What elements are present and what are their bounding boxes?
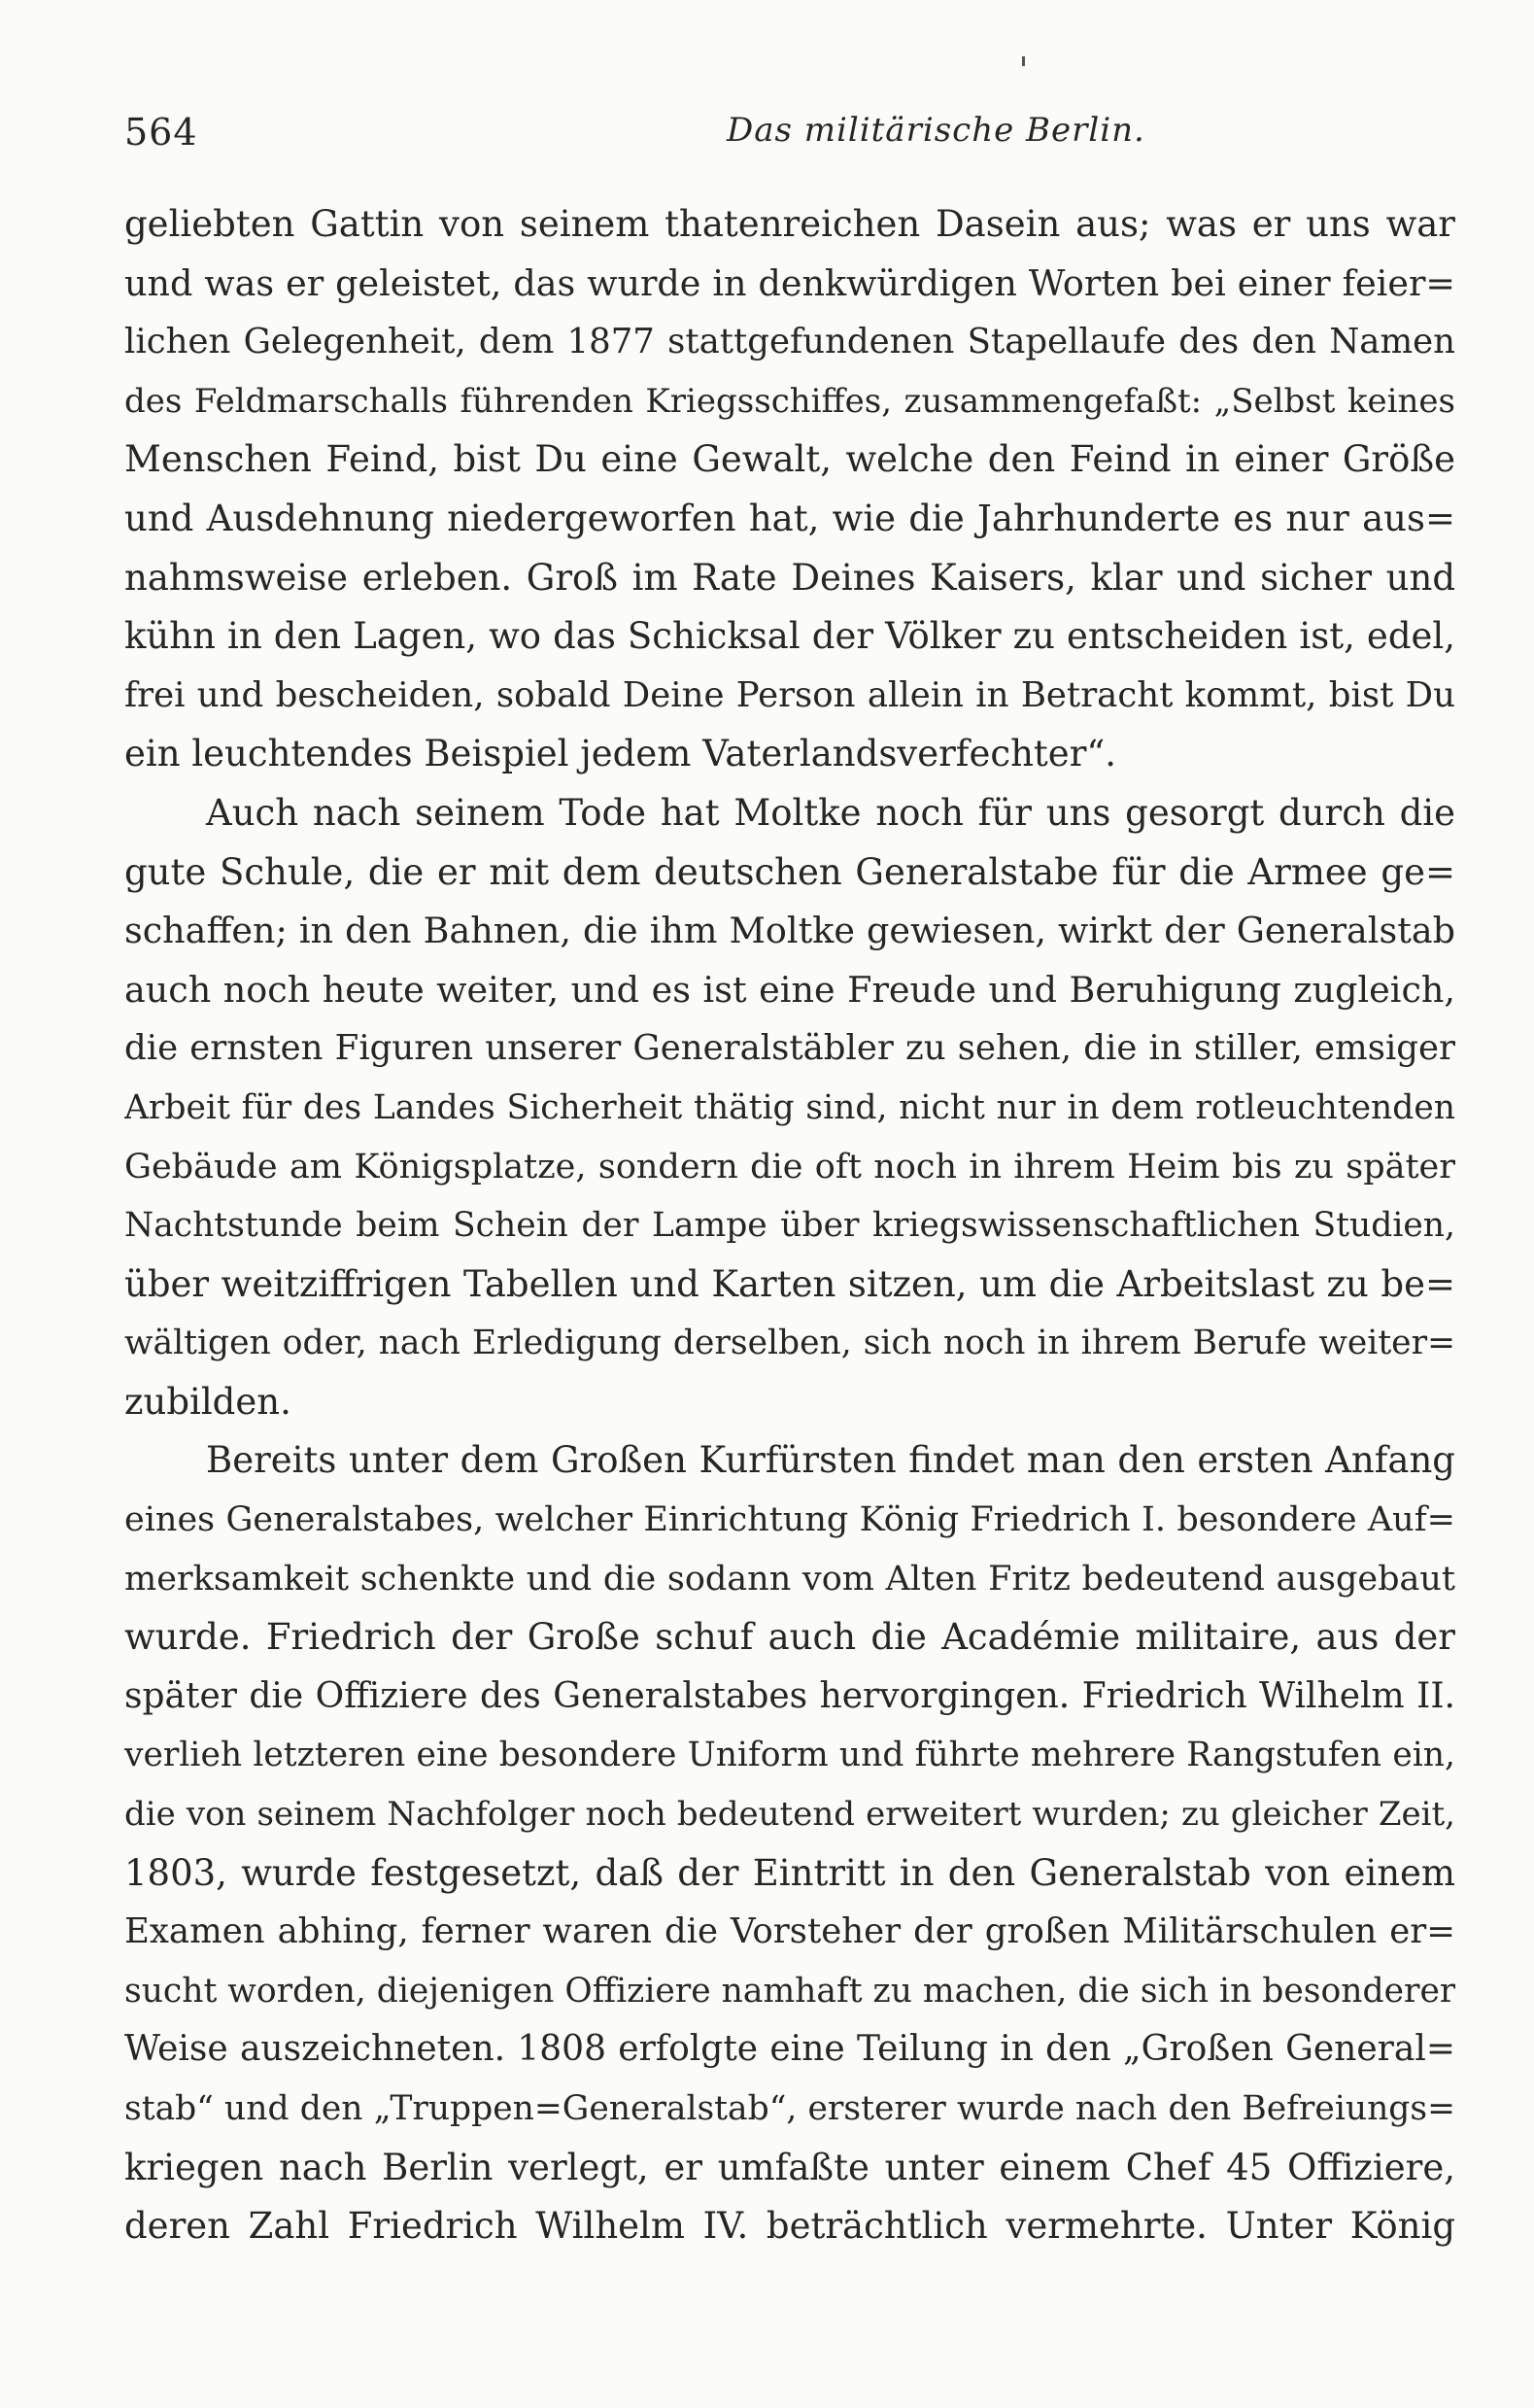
text-line: auch noch heute weiter, und es ist eine Freude und Beruhigung zugleich, bbox=[124, 968, 1455, 1011]
text-line: Gebäude am Königsplatze, sondern die oft noch in ihrem Heim bis zu später bbox=[124, 1147, 1455, 1187]
text-line: nahmsweise erleben. Groß im Rate Deines Kaisers, klar und sicher und bbox=[124, 556, 1455, 599]
text-line: kühn in den Lagen, wo das Schicksal der Völker zu entscheiden ist, edel, bbox=[124, 615, 1455, 658]
page-number: 564 bbox=[124, 111, 198, 154]
text-line: frei und bescheiden, sobald Deine Person allein in Betracht kommt, bist Du bbox=[124, 674, 1455, 715]
text-line: stab“ und den „Truppen=Generalstab“, ersterer wurde nach den Befreiungs= bbox=[124, 2089, 1455, 2128]
text-line: wältigen oder, nach Erledigung derselben, sich noch in ihrem Berufe weiter= bbox=[124, 1324, 1455, 1363]
body-text bbox=[124, 195, 1455, 2256]
text-line: Nachtstunde beim Schein der Lampe über kriegswissenschaftlichen Studien, bbox=[124, 1206, 1455, 1246]
text-line: sucht worden, diejenigen Offiziere namhaft zu machen, die sich in besonderer bbox=[124, 1971, 1455, 2011]
text-line: Arbeit für des Landes Sicherheit thätig sind, nicht nur in dem rotleuchtenden bbox=[124, 1087, 1455, 1127]
text-line: merksamkeit schenkte und die sodann vom Alten Fritz bedeutend ausgebaut bbox=[124, 1559, 1455, 1599]
text-line: des Feldmarschalls führenden Kriegsschiffes, zusammengefaßt: „Selbst keines bbox=[124, 381, 1455, 421]
text-line: ein leuchtendes Beispiel jedem Vaterlandsverfechter“. bbox=[124, 733, 1117, 775]
text-line: deren Zahl Friedrich Wilhelm IV. beträchtlich vermehrte. Unter König bbox=[124, 2205, 1455, 2248]
text-line: eines Generalstabes, welcher Einrichtung König Friedrich I. besondere Auf= bbox=[124, 1500, 1455, 1540]
text-line: und was er geleistet, das wurde in denkwürdigen Worten bei einer feier= bbox=[124, 261, 1455, 304]
text-line: geliebten Gattin von seinem thatenreichen Dasein aus; was er uns war bbox=[124, 203, 1455, 245]
text-line: und Ausdehnung niedergeworfen hat, wie die Jahrhunderte es nur aus= bbox=[124, 497, 1455, 539]
text-line: verlieh letzteren eine besondere Uniform und führte mehrere Rangstufen ein, bbox=[124, 1736, 1455, 1775]
text-line: schaffen; in den Bahnen, die ihm Moltke gewiesen, wirkt der Generalstab bbox=[124, 910, 1455, 952]
text-line: lichen Gelegenheit, dem 1877 stattgefundenen Stapellaufe des den Namen bbox=[124, 322, 1455, 362]
text-line: die von seinem Nachfolger noch bedeutend erweitert wurden; zu gleicher Zeit, bbox=[124, 1795, 1455, 1835]
text-line: 1803, wurde festgesetzt, daß der Eintritt in den Generalstab von einem bbox=[124, 1851, 1455, 1894]
text-line: später die Offiziere des Generalstabes hervorgingen. Friedrich Wilhelm II. bbox=[124, 1675, 1455, 1716]
text-line: kriegen nach Berlin verlegt, er umfaßte unter einem Chef 45 Offiziere, bbox=[124, 2146, 1455, 2188]
text-line: Menschen Feind, bist Du eine Gewalt, welche den Feind in einer Größe bbox=[124, 438, 1455, 481]
text-line: Auch nach seinem Tode hat Moltke noch für uns gesorgt durch die bbox=[206, 791, 1455, 834]
page-header bbox=[124, 105, 1455, 154]
running-title: Das militärische Berlin. bbox=[727, 111, 1145, 150]
text-line: zubilden. bbox=[124, 1380, 291, 1423]
text-line: gute Schule, die er mit dem deutschen Generalstabe für die Armee ge= bbox=[124, 850, 1455, 893]
text-line: über weitziffrigen Tabellen und Karten sitzen, um die Arbeitslast zu be= bbox=[124, 1262, 1455, 1305]
text-line: Examen abhing, ferner waren die Vorsteher der großen Militärschulen er= bbox=[124, 1911, 1455, 1952]
print-mark bbox=[1022, 56, 1025, 66]
text-line: die ernsten Figuren unserer Generalstäbler zu sehen, die in stiller, emsiger bbox=[124, 1028, 1455, 1069]
text-line: Bereits unter dem Großen Kurfürsten findet man den ersten Anfang bbox=[206, 1439, 1455, 1482]
text-line: wurde. Friedrich der Große schuf auch die Académie militaire, aus der bbox=[124, 1616, 1455, 1659]
text-line: Weise auszeichneten. 1808 erfolgte eine Teilung in den „Großen General= bbox=[124, 2029, 1455, 2070]
